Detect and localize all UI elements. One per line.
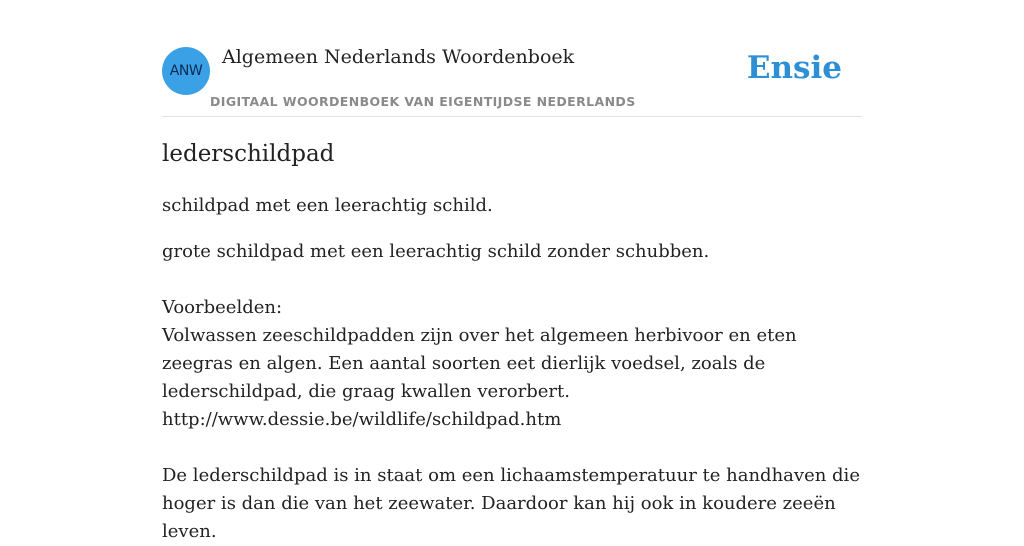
- site-header: [162, 0, 862, 117]
- short-definition: schildpad met een leerachtig schild.: [162, 195, 493, 216]
- site-subtitle: DIGITAAL WOORDENBOEK VAN EIGENTIJDSE NEDERLANDS: [210, 94, 636, 109]
- spacer: [162, 266, 862, 294]
- example-source: http://www.dessie.be/wildlife/schildpad.htm: [162, 409, 562, 430]
- example-text: De lederschildpad is in staat om een lichaamstemperatuur te handhaven die hoger is dan die van het zeewater. Daardoor kan hij ook in koudere zeeën leven.: [162, 465, 860, 542]
- example-text: Volwassen zeeschildpadden zijn over het algemeen herbivoor en eten zeegras en algen. Een aantal soorten eet dierlijk voedsel, zoals de lederschildpad, die graag kwallen verorbert.: [162, 325, 797, 402]
- site-title[interactable]: Algemeen Nederlands Woordenboek: [222, 46, 575, 68]
- spacer: [162, 434, 862, 462]
- logo-text: ANW: [169, 63, 203, 79]
- entry-term: lederschildpad: [162, 141, 335, 167]
- entry-content: [162, 138, 862, 546]
- ensie-brand-logo[interactable]: Ensie: [746, 50, 842, 86]
- anw-logo[interactable]: [162, 47, 210, 95]
- examples-label: Voorbeelden:: [162, 297, 283, 318]
- long-definition: grote schildpad met een leerachtig schild zonder schubben.: [162, 241, 710, 262]
